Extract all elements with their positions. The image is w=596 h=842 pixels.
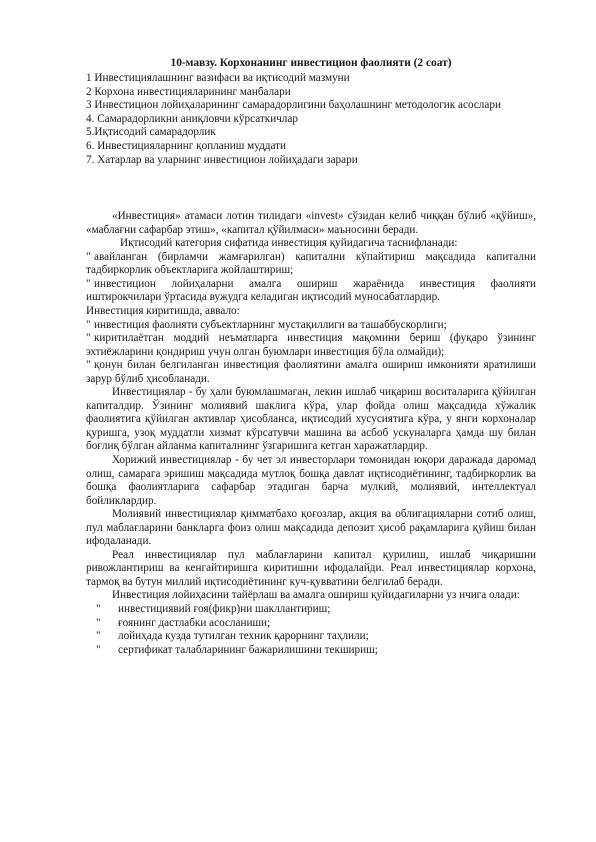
bullet-marker: " — [96, 616, 101, 629]
outline-item: 5.Иқтисодий самарадорлик — [86, 126, 216, 139]
list-item-text: лойиҳада кузда тутилган техник қарорнинг таҳлили; — [118, 630, 369, 643]
outline-item: 7. Хатарлар ва уларнинг инвестицион лойиҳадаги зарари — [86, 153, 358, 166]
bullet-text: инвестицион лойиҳаларни амалга ошириш жараёнида инвестиция фаолияти иштирокчилари ўртасида вужудга келадиган иқтисодий муносабатлардир. — [86, 277, 536, 304]
outline-item: 3 Инвестицион лойиҳаларининг самарадорлигини баҳолашнинг методологик асослари — [86, 99, 501, 112]
list-item — [86, 617, 536, 631]
bullet-marker: " — [86, 318, 91, 331]
list-item-text: ғоянинг дастлабки асосланиши; — [118, 616, 271, 629]
list-item-text: сертификат талабларининг бажарилишини текшириш; — [118, 643, 378, 656]
bullet-marker: " — [86, 277, 91, 290]
bullet-item — [86, 332, 536, 359]
outline-item: 4. Самарадорликни аниқловчи кўрсаткичлар — [86, 112, 298, 125]
bullet-marker: " — [96, 630, 101, 643]
paragraph: Реал инвестициялар пул маблағларини капитал қурилиш, ишлаб чиқаришни ривожлантириш ва кенгайтиришга киритишни ифодалайди. Реал инвестициялар корхона, тармоқ ва бутун миллий иқтисодиётининг куч-қувватини белгилаб беради. — [86, 548, 536, 588]
paragraph: Инвестициялар - бу ҳали буюмлашмаган, лекин ишлаб чиқариш воситаларига қўйилган капиталдир. Ўзининг молиявий шаклига кўра, улар фойда олиш мақсадида хўжалик фаолиятига қўйилган активлар ҳисобланса, иқтисодий хусусиятига кўра, у янги корхоналар қуришга, узоқ муддатли хизмат кўрсатувчи машина ва асбоб ускуналарга ҳамда шу билан боғлиқ бўлган айланма капиталнинг ўзгаришига кетган харажатлардир. — [86, 386, 536, 453]
paragraph: «Инвестиция» атамаси лотин тилидаги «invest» сўзидан келиб чиққан бўлиб «қўйиш», «маблағни сафарбар этиш», «капитал қўйилмаси» маъносини беради. — [86, 210, 536, 236]
outline-item: 2 Корхона инвестицияларининг манбалари — [86, 85, 291, 98]
bullet-text: киритилаётган моддий неъматларга инвестиция мақомини бериш (фуқаро ўзининг эхтиёжларини қондириш учун олган буюмлари инвестиция бўла олмайди); — [86, 332, 536, 358]
list-item-text: инвестициявий ғоя(фикр)ни шакллантириш; — [118, 603, 331, 616]
outline-item: 1 Инвестициялашнинг вазифаси ва иқтисодий мазмуни — [86, 72, 350, 84]
page-title: 10-мавзу. Корхонанинг инвестицион фаолияти (2 соат) — [170, 57, 452, 69]
paragraph: Инвестиция лойиҳасини тайёрлаш ва амалга ошириш қуйидагиларни уз ичига олади: — [112, 589, 520, 602]
bullet-marker: " — [86, 332, 91, 345]
list-item — [86, 644, 536, 658]
bullet-text: инвестиция фаолияти субъектларнинг мустақиллиги ва ташаббускорлиги; — [94, 318, 447, 331]
bullet-item — [86, 278, 536, 305]
paragraph: Иқтисодий категория сифатида инвестиция қуйидагича таснифланади: — [120, 237, 458, 250]
outline-item: 6. Инвестицияларнинг қопланиш муддати — [86, 139, 287, 152]
bullet-text: қонун билан белгиланган инвестиция фаолиятини амалга ошириш имконияти яратилиши зарур бўлиб ҳисобланади. — [86, 359, 536, 385]
bullet-item — [86, 319, 536, 333]
bullet-item — [86, 359, 536, 386]
bullet-text: авайланган (бирламчи жамғарилган) капитални кўпайтириш мақсадида капитални тадбиркорлик объектларига жойлаштириш; — [86, 250, 536, 277]
list-item — [86, 630, 536, 644]
bullet-marker: " — [96, 643, 101, 656]
bullet-marker: " — [96, 603, 101, 616]
paragraph: Инвестиция киритишда, аввало: — [86, 304, 240, 317]
paragraph: Хорижий инвестициялар - бу чет эл инвесторлари томонидан юқори даражада даромад олиш, самарага эришиш мақсадида мутлоқ бошқа давлат иқтисодиётининг, тадбиркорлик ва бошқа фаолиятларига сафарбар этадиган барча мулкий, молиявий, интеллектуал бойликлардир. — [86, 454, 536, 507]
paragraph: Молиявий инвестициялар қимматбахо қоғозлар, акция ва облигацияларни сотиб олиш, пул маблағларини банкларга фоиз олиш мақсадида депозит ҳисоб рақамларига қуйиш билан ифодаланади. — [86, 508, 536, 548]
topic-outline — [86, 72, 536, 167]
bullet-marker: " — [86, 250, 91, 263]
list-item — [86, 603, 536, 617]
bullet-marker: " — [86, 359, 91, 372]
bullet-item — [86, 251, 536, 278]
